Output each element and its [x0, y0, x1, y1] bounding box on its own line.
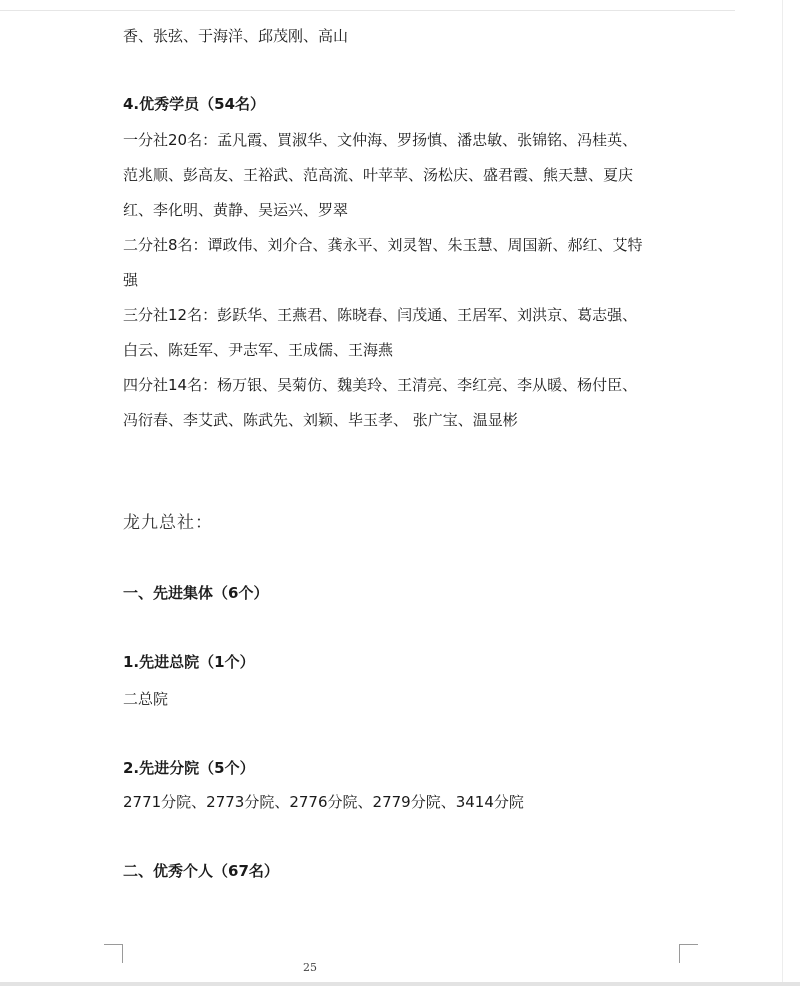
page-corner-mark-left: [104, 944, 123, 963]
text-line: 三分社12名：彭跃华、王燕君、陈晓春、闫茂通、王居军、刘洪京、葛志强、: [123, 306, 638, 324]
page-bottom-edge: [0, 982, 800, 986]
heading-advanced-collective: 一、先进集体（6个）: [123, 584, 269, 602]
text-line: 2771分院、2773分院、2776分院、2779分院、3414分院: [123, 793, 524, 811]
text-line: 范兆顺、彭高友、王裕武、范高流、叶苹苹、汤松庆、盛君霞、熊天慧、夏庆: [123, 166, 634, 184]
heading-advanced-sub-branch: 2.先进分院（5个）: [123, 759, 255, 777]
text-line: 香、张弦、于海洋、邱茂刚、高山: [123, 27, 349, 45]
text-line: 冯衍春、李艾武、陈武先、刘颖、毕玉孝、 张广宝、温显彬: [123, 411, 518, 429]
page-right-edge: [782, 0, 783, 982]
text-line: 白云、陈廷军、尹志军、王成儒、王海燕: [123, 341, 394, 359]
heading-excellent-individuals: 二、优秀个人（67名）: [123, 862, 279, 880]
text-line: 二总院: [123, 690, 169, 708]
text-line: 一分社20名：孟凡霞、買淑华、文仲海、罗扬慎、潘忠敏、张锦铭、冯桂英、: [123, 131, 638, 149]
heading-excellent-students: 4.优秀学员（54名）: [123, 95, 266, 113]
page-number: 25: [303, 961, 317, 974]
page-corner-mark-right: [679, 944, 698, 963]
heading-advanced-head-branch: 1.先进总院（1个）: [123, 653, 255, 671]
text-line: 强: [123, 271, 139, 289]
section-title-longjiu: 龙九总社：: [123, 513, 213, 533]
text-line: 二分社8名：谭政伟、刘介合、龚永平、刘灵智、朱玉慧、周国新、郝红、艾特: [123, 236, 643, 254]
text-line: 四分社14名：杨万银、吴菊仿、魏美玲、王清亮、李红亮、李从暖、杨付臣、: [123, 376, 638, 394]
text-line: 红、李化明、黄静、吴运兴、罗翠: [123, 201, 349, 219]
page-top-edge: [0, 10, 735, 11]
